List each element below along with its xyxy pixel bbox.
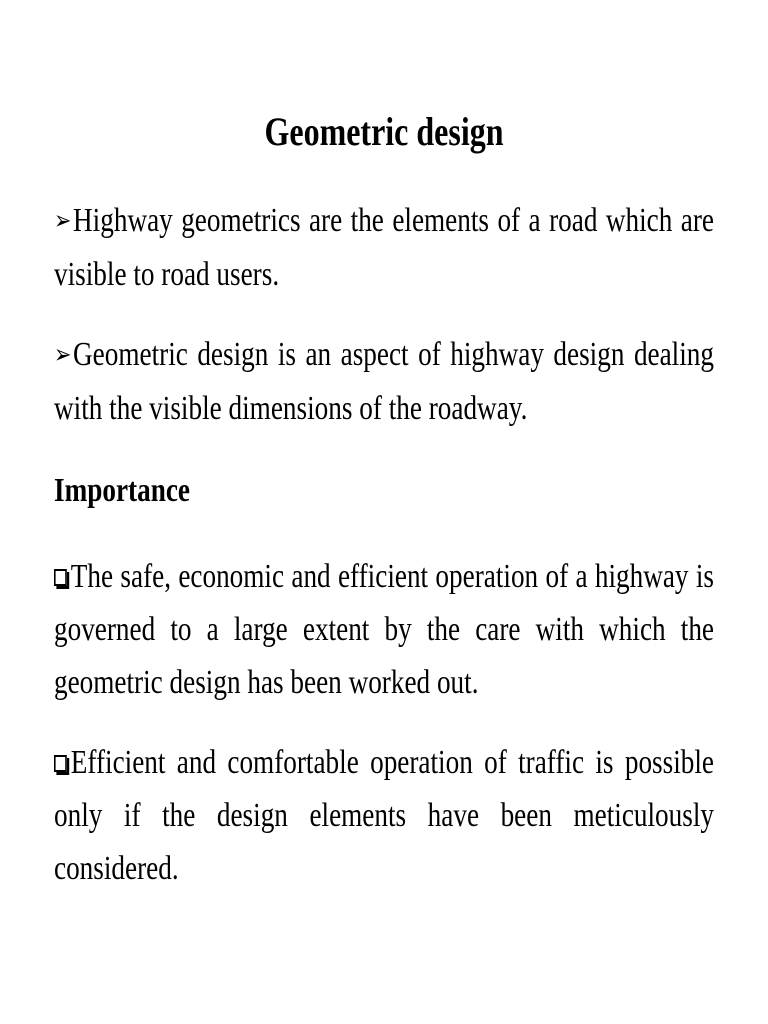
importance-text: Efficient and comfortable operation of traffic is possible only if the design elements have been meticulously considered. (54, 744, 715, 887)
arrowhead-bullet-icon: ➢ (54, 340, 72, 370)
checkbox-bullet-icon (54, 755, 67, 772)
bullet-item (54, 328, 714, 435)
bullet-item (54, 194, 714, 301)
importance-item (54, 736, 714, 895)
checkbox-bullet-icon (54, 569, 67, 586)
slide-title: Geometric design (264, 109, 504, 154)
bullet-text: Geometric design is an aspect of highway design dealing with the visible dimensions of the roadway. (54, 336, 715, 427)
importance-text: The safe, economic and efficient operation of a highway is governed to a large extent by the care with which the geometric design has been worked out. (54, 558, 715, 701)
section-heading: Importance (54, 472, 190, 509)
arrowhead-bullet-icon: ➢ (54, 206, 72, 236)
bullet-text: Highway geometrics are the elements of a road which are visible to road users. (54, 202, 715, 293)
importance-item (54, 550, 714, 709)
